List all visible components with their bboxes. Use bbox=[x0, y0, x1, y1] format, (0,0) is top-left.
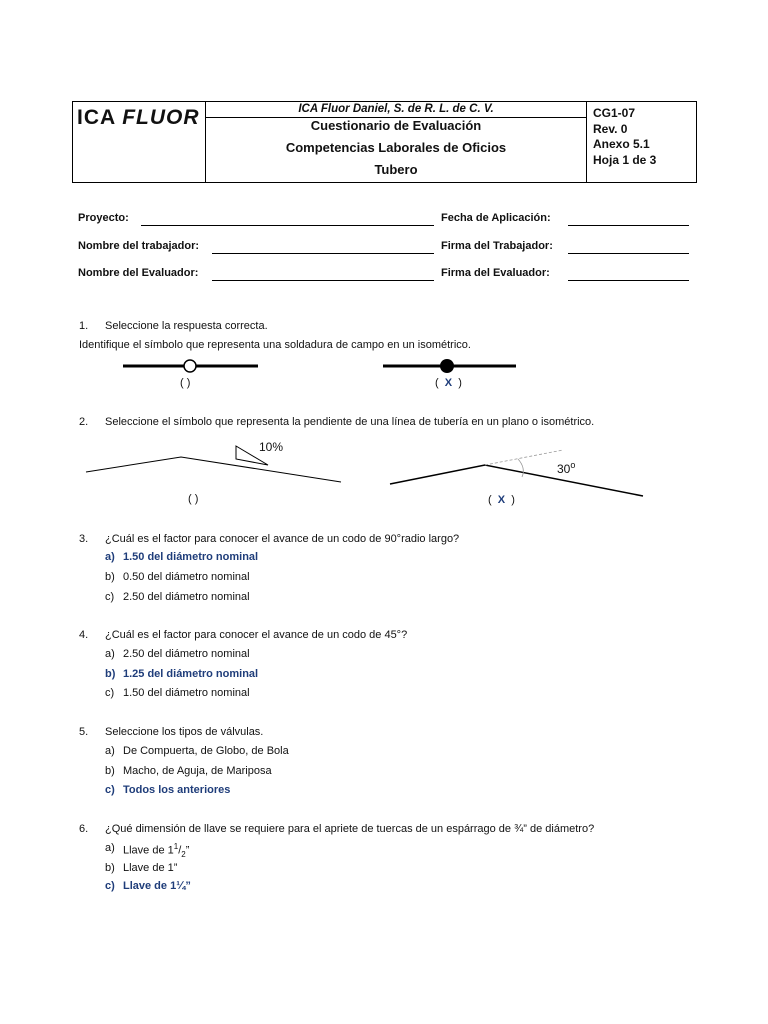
q2-symbol-b bbox=[388, 446, 646, 498]
q1-option-b[interactable] bbox=[435, 377, 462, 389]
logo-ica: ICA bbox=[77, 106, 116, 129]
q6-number: 6. bbox=[79, 823, 89, 835]
q6-option-b[interactable]: Llave de 1” bbox=[123, 862, 178, 874]
proyecto-field[interactable] bbox=[141, 225, 434, 226]
q4-option-a[interactable]: 2.50 del diámetro nominal bbox=[123, 648, 250, 660]
q2-text: Seleccione el símbolo que representa la pendiente de una línea de tubería en un plano o isométrico. bbox=[105, 416, 595, 428]
q2-option-b-open: ( bbox=[488, 494, 492, 506]
q6-option-b-letter: b) bbox=[105, 862, 115, 874]
q2-option-a[interactable]: ( ) bbox=[188, 493, 199, 505]
q3-option-b[interactable]: 0.50 del diámetro nominal bbox=[123, 571, 250, 583]
q2-label-percent: 10% bbox=[259, 440, 284, 454]
q5-option-c-letter: c) bbox=[105, 784, 115, 796]
q2-option-b[interactable] bbox=[488, 494, 515, 506]
q4-option-c-letter: c) bbox=[105, 687, 115, 699]
q3-option-a[interactable]: 1.50 del diámetro nominal bbox=[123, 551, 259, 563]
q4-option-b[interactable]: 1.25 del diámetro nominal bbox=[123, 668, 259, 680]
fecha-field[interactable] bbox=[568, 225, 689, 226]
q2-number: 2. bbox=[79, 416, 89, 428]
q2-symbol-a bbox=[84, 440, 346, 490]
document-header bbox=[72, 101, 697, 183]
q6-option-a[interactable]: Llave de $1^1/_2$” bbox=[123, 842, 190, 859]
document-sheet: Hoja 1 de 3 bbox=[593, 153, 657, 167]
q6-option-c-letter: c) bbox=[105, 880, 115, 892]
q1-text-2: Identifique el símbolo que representa una soldadura de campo en un isométrico. bbox=[79, 339, 471, 351]
q3-text: ¿Cuál es el factor para conocer el avance de un codo de 90°radio largo? bbox=[105, 533, 460, 545]
nombre-trabajador-field[interactable] bbox=[212, 253, 434, 254]
q4-option-b-letter: b) bbox=[105, 668, 116, 680]
nombre-trabajador-label: Nombre del trabajador: bbox=[78, 240, 200, 252]
q4-text: ¿Cuál es el factor para conocer el avance de un codo de 45°? bbox=[105, 629, 408, 641]
nombre-evaluador-label: Nombre del Evaluador: bbox=[78, 267, 199, 279]
q4-option-a-letter: a) bbox=[105, 648, 115, 660]
document-revision: Rev. 0 bbox=[593, 122, 628, 136]
ica-fluor-logo bbox=[77, 106, 200, 130]
q5-option-c[interactable]: Todos los anteriores bbox=[123, 784, 231, 796]
document-title: Cuestionario de Evaluación bbox=[310, 118, 482, 133]
q1-option-b-close: ) bbox=[458, 377, 462, 389]
q6-option-a-denominator: 2 bbox=[181, 849, 186, 859]
q6-option-a-text: Llave de 1 bbox=[123, 844, 174, 857]
logo-fluor: FLUOR bbox=[122, 106, 200, 129]
fecha-label: Fecha de Aplicación: bbox=[441, 212, 551, 224]
q6-option-a-inch: ” bbox=[185, 844, 190, 857]
document-annex: Anexo 5.1 bbox=[593, 137, 650, 151]
q1-option-b-mark: X bbox=[444, 377, 453, 389]
logo-cell bbox=[73, 102, 206, 182]
q3-option-a-letter: a) bbox=[105, 551, 115, 563]
q3-option-b-letter: b) bbox=[105, 571, 115, 583]
q2-option-b-close: ) bbox=[511, 494, 515, 506]
q2-label-degrees bbox=[557, 460, 575, 476]
q5-option-b-letter: b) bbox=[105, 765, 115, 777]
q5-number: 5. bbox=[79, 726, 89, 738]
firma-trabajador-field[interactable] bbox=[568, 253, 689, 254]
document-code: CG1-07 bbox=[593, 106, 636, 120]
firma-evaluador-label: Firma del Evaluador: bbox=[441, 267, 550, 279]
q1-option-b-open: ( bbox=[435, 377, 439, 389]
q5-option-a[interactable]: De Compuerta, de Globo, de Bola bbox=[123, 745, 289, 757]
q1-option-a[interactable]: ( ) bbox=[180, 377, 191, 389]
q6-option-a-letter: a) bbox=[105, 842, 115, 854]
proyecto-label: Proyecto: bbox=[78, 212, 129, 224]
document-trade: Tubero bbox=[374, 162, 418, 177]
q6-text: ¿Qué dimensión de llave se requiere para el apriete de tuercas de un espárrago de ¾” de diámetro? bbox=[105, 823, 595, 835]
q4-number: 4. bbox=[79, 629, 89, 641]
q4-option-c[interactable]: 1.50 del diámetro nominal bbox=[123, 687, 250, 699]
q6-option-c[interactable]: Llave de 1¼” bbox=[123, 880, 191, 892]
company-name: ICA Fluor Daniel, S. de R. L. de C. V. bbox=[206, 102, 586, 118]
firma-trabajador-label: Firma del Trabajador: bbox=[441, 240, 553, 252]
q1-symbol-b bbox=[380, 355, 520, 377]
nombre-evaluador-field[interactable] bbox=[212, 280, 434, 281]
q1-text: Seleccione la respuesta correcta. bbox=[105, 320, 268, 332]
q3-number: 3. bbox=[79, 533, 89, 545]
q1-symbol-a bbox=[120, 355, 265, 377]
q5-text: Seleccione los tipos de válvulas. bbox=[105, 726, 264, 738]
q5-option-b[interactable]: Macho, de Aguja, de Mariposa bbox=[123, 765, 272, 777]
q2-degree-sign: o bbox=[570, 460, 576, 470]
firma-evaluador-field[interactable] bbox=[568, 280, 689, 281]
q3-option-c[interactable]: 2.50 del diámetro nominal bbox=[123, 591, 250, 603]
q3-option-c-letter: c) bbox=[105, 591, 115, 603]
q2-degrees-value: 30 bbox=[557, 462, 571, 476]
q5-option-a-letter: a) bbox=[105, 745, 115, 757]
q6-option-a-numerator: 1 bbox=[173, 842, 179, 851]
q2-option-b-mark: X bbox=[497, 494, 506, 506]
document-subtitle: Competencias Laborales de Oficios bbox=[285, 140, 507, 155]
q1-number: 1. bbox=[79, 320, 89, 332]
